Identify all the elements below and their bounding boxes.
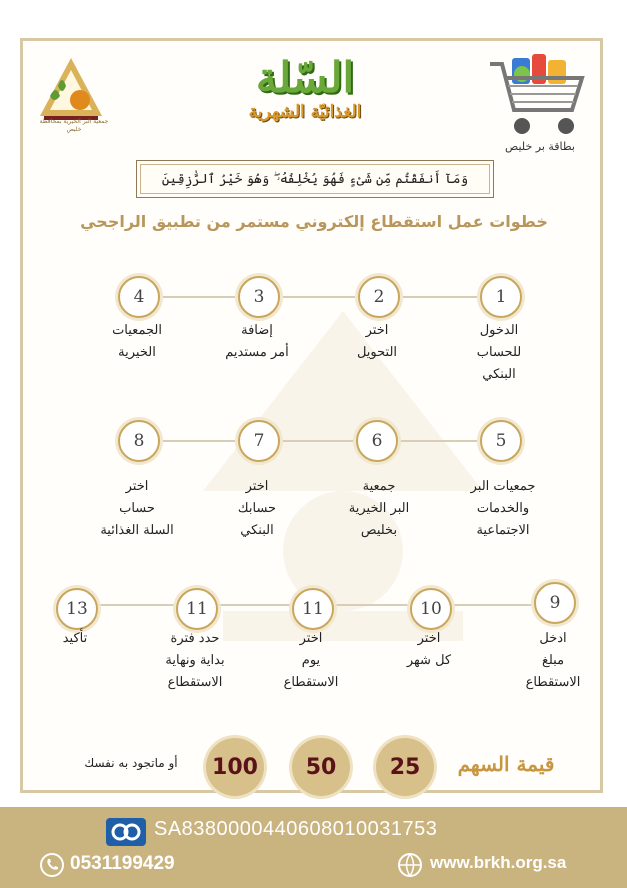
step-circle-1 <box>480 276 522 318</box>
step-number: 2 <box>373 287 385 307</box>
step-text-13: تأكيد <box>62 631 88 646</box>
step-text-9: ادخل مبلغ الاستقطاع <box>525 631 581 690</box>
step-text-8: اختر حساب السلة الغذائية <box>100 479 174 538</box>
step-number: 13 <box>66 599 88 619</box>
share-option-2-value: 50 <box>305 754 337 780</box>
step-number: 9 <box>549 593 561 613</box>
step-circle-8 <box>118 420 160 462</box>
steps-connector-row-1 <box>142 296 502 298</box>
step-number: 1 <box>495 287 507 307</box>
shopping-cart-icon <box>486 50 590 142</box>
step-text-3: إضافة أمر مستديم <box>225 323 289 360</box>
step-number: 4 <box>133 287 145 307</box>
steps-heading: خطوات عمل استقطاع إلكتروني مستمر من تطبيق الراجحي <box>80 212 548 231</box>
step-circle-11 <box>292 588 334 630</box>
step-circle-6 <box>356 420 398 462</box>
share-option-3-value: 100 <box>212 754 258 780</box>
steps-connector-row-2 <box>142 440 502 442</box>
iban-number: SA8380000440608010031753 <box>154 818 438 840</box>
step-number: 8 <box>133 431 145 451</box>
step-text-6: جمعية البر الخيرية بخليص <box>348 479 410 538</box>
quran-verse <box>136 160 494 198</box>
share-option-1-value: 25 <box>389 754 421 780</box>
cart-caption: بطاقة بر خليص <box>505 140 575 153</box>
share-value-label: قيمة السهم <box>457 752 555 776</box>
step-circle-2 <box>358 276 400 318</box>
step-circle-9 <box>534 582 576 624</box>
step-text-11: اختر يوم الاستقطاع <box>283 631 339 690</box>
step-number: 10 <box>420 599 442 619</box>
website-link[interactable]: www.brkh.org.sa <box>430 853 567 872</box>
verse-text: وَمَآ أَنفَقْتُم مِّن شَىْءٍ فَهُوَ يُخْلِفُهُۥ ۖ وَهُوَ خَيْرُ ٱلرَّٰزِقِينَ <box>161 171 469 187</box>
step-text-1: الدخول للحساب البنكي <box>476 323 522 382</box>
step-text-4: الجمعيات الخيرية <box>112 323 162 360</box>
logo-caption: جمعية البر الخيرية بمحافظة خليص <box>39 118 109 133</box>
step-circle-7 <box>238 420 280 462</box>
step-circle-10 <box>410 588 452 630</box>
globe-icon <box>398 853 422 877</box>
step-number: 5 <box>495 431 507 451</box>
step-circle-12 <box>176 588 218 630</box>
step-circle-5 <box>480 420 522 462</box>
page-title <box>230 54 380 150</box>
share-option-1[interactable] <box>376 738 434 796</box>
step-number: 3 <box>253 287 265 307</box>
step-text-10: اختر كل شهر <box>406 631 452 668</box>
phone-number[interactable]: 0531199429 <box>70 853 175 874</box>
step-circle-4 <box>118 276 160 318</box>
share-note: أو ماتجود به نفسك <box>84 756 178 770</box>
step-circle-3 <box>238 276 280 318</box>
step-circle-13 <box>56 588 98 630</box>
title-sub: الغذائيّة الشهرية <box>248 102 362 122</box>
step-text-2: اختر التحويل <box>356 323 398 360</box>
phone-icon <box>40 853 64 877</box>
share-option-3[interactable] <box>206 738 264 796</box>
title-main: السّلة <box>255 53 355 102</box>
step-text-7: اختر حسابك البنكي <box>237 479 277 538</box>
step-number: 11 <box>186 599 208 619</box>
step-number: 6 <box>371 431 383 451</box>
share-option-2[interactable] <box>292 738 350 796</box>
step-text-5: جمعيات البر والخدمات الاجتماعية <box>470 479 536 538</box>
step-number: 11 <box>302 599 324 619</box>
bank-icon <box>106 818 146 846</box>
step-number: 7 <box>253 431 265 451</box>
step-text-12: حدد فترة بداية ونهاية الاستقطاع <box>165 631 225 690</box>
